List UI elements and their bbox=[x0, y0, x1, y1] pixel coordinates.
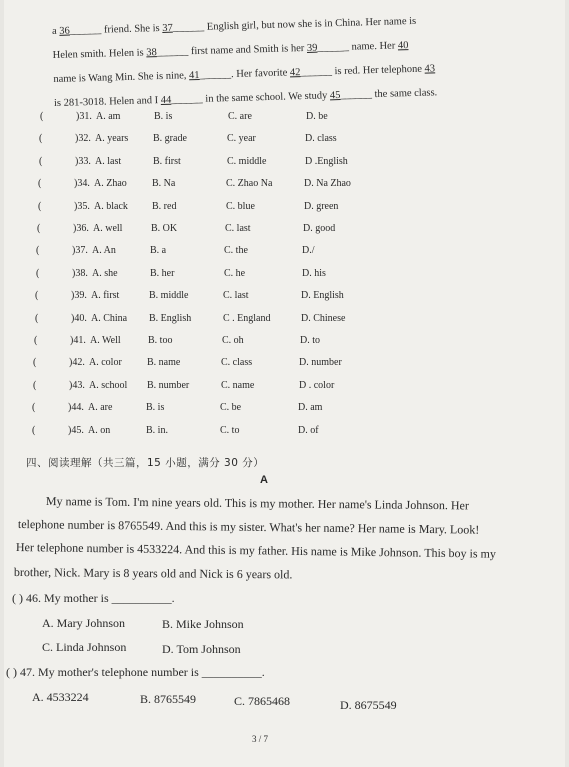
option-c: C. to bbox=[220, 424, 240, 436]
option-d: D. Chinese bbox=[301, 312, 346, 324]
passage-line-1: a 36______ friend. She is 37______ English girl, but now she is in China. Her name is bbox=[51, 15, 417, 38]
option-b: B. in. bbox=[146, 424, 168, 436]
option-b: B. number bbox=[147, 379, 190, 391]
reading-line-3: Her telephone number is 4533224. And this is my father. His name is Mike Johnson. This boy is my bbox=[15, 540, 497, 561]
question-46-option-c: C. Linda Johnson bbox=[42, 640, 127, 654]
question-47-option-b: B. 8765549 bbox=[140, 692, 197, 706]
option-c: C. middle bbox=[227, 155, 267, 167]
option-a: A. well bbox=[93, 223, 123, 234]
option-a: A. China bbox=[91, 312, 128, 324]
option-a: A. first bbox=[91, 290, 120, 302]
option-d: D. green bbox=[304, 200, 339, 212]
paren: ( bbox=[39, 133, 43, 145]
option-c: C. blue bbox=[226, 200, 255, 212]
passage-line-2: Helen smith. Helen is 38______ first name and Smith is her 39______ name. Her 40 bbox=[52, 40, 409, 62]
option-c: C. year bbox=[227, 133, 256, 145]
option-a: A. Zhao bbox=[94, 178, 127, 190]
option-a: A. school bbox=[89, 379, 128, 391]
question-number: )40. bbox=[71, 312, 87, 324]
option-c: C. be bbox=[220, 402, 242, 414]
question-47-option-a: A. 4533224 bbox=[32, 690, 89, 704]
question-number: )43. bbox=[69, 379, 85, 391]
option-c: C . England bbox=[223, 312, 271, 324]
question-number: )31. bbox=[76, 111, 92, 122]
option-b: B. her bbox=[150, 267, 175, 279]
question-47: ( ) 47. My mother's telephone number is __________. bbox=[6, 665, 265, 679]
paren: ( bbox=[38, 178, 42, 190]
option-a: A. she bbox=[92, 267, 118, 279]
paren: ( bbox=[34, 335, 38, 346]
option-b: B. is bbox=[154, 111, 173, 122]
paren: ( bbox=[36, 267, 40, 279]
option-b: B. a bbox=[150, 245, 167, 257]
paren: ( bbox=[32, 424, 36, 436]
exam-page bbox=[4, 0, 565, 767]
option-c: C. class bbox=[221, 357, 253, 369]
option-a: A. am bbox=[96, 111, 121, 122]
option-d: D. number bbox=[299, 357, 342, 369]
option-c: C. he bbox=[224, 267, 246, 279]
option-b: B. red bbox=[152, 200, 177, 212]
reading-line-1: My name is Tom. I'm nine years old. This is my mother. Her name's Linda Johnson. Her bbox=[45, 494, 469, 513]
option-a: A. color bbox=[89, 357, 122, 369]
option-c: C. last bbox=[223, 290, 249, 302]
question-number: )36. bbox=[73, 223, 89, 234]
question-number: )34. bbox=[74, 178, 90, 190]
option-a: A. are bbox=[88, 402, 113, 414]
paren: ( bbox=[40, 111, 44, 122]
paren: ( bbox=[33, 379, 37, 391]
question-number: )38. bbox=[72, 267, 88, 279]
option-b: B. Na bbox=[152, 178, 176, 190]
question-46-option-b: B. Mike Johnson bbox=[162, 617, 244, 631]
paren: ( bbox=[35, 290, 39, 302]
option-b: B. name bbox=[147, 357, 181, 369]
question-number: )42. bbox=[69, 357, 85, 369]
option-d: D .English bbox=[305, 155, 348, 167]
question-47-option-c: C. 7865468 bbox=[234, 694, 291, 708]
paren: ( bbox=[35, 312, 39, 324]
reading-line-2: telephone number is 8765549. And this is my sister. What's her name? Her name is Mary. Look! bbox=[17, 517, 480, 537]
option-d: D. good bbox=[303, 223, 336, 234]
option-d: D. class bbox=[305, 133, 337, 145]
question-46: ( ) 46. My mother is __________. bbox=[12, 591, 175, 605]
reading-line-4: brother, Nick. Mary is 8 years old and Nick is 6 years old. bbox=[13, 565, 293, 582]
paren: ( bbox=[36, 245, 40, 257]
question-number: )32. bbox=[75, 133, 91, 145]
section-label: A bbox=[260, 474, 268, 486]
option-b: B. OK bbox=[151, 223, 178, 234]
question-46-option-a: A. Mary Johnson bbox=[42, 616, 125, 630]
option-b: B. too bbox=[148, 335, 173, 346]
option-b: B. grade bbox=[153, 133, 187, 145]
question-number: )37. bbox=[72, 245, 88, 257]
option-a: A. years bbox=[95, 133, 129, 145]
paren: ( bbox=[38, 200, 42, 212]
paren: ( bbox=[33, 357, 37, 369]
question-number: )35. bbox=[74, 200, 90, 212]
option-d: D. of bbox=[298, 424, 319, 436]
question-number: )45. bbox=[68, 424, 84, 436]
paren: ( bbox=[39, 155, 43, 167]
option-d: D./ bbox=[302, 245, 315, 257]
page-number: 3 / 7 bbox=[252, 734, 269, 744]
option-a: A. last bbox=[95, 155, 122, 167]
option-b: B. is bbox=[146, 402, 165, 414]
option-d: D. Na Zhao bbox=[304, 178, 351, 190]
option-a: A. on bbox=[88, 424, 111, 436]
option-c: C. name bbox=[221, 379, 255, 391]
option-c: C. last bbox=[225, 223, 251, 234]
option-d: D. am bbox=[298, 402, 323, 414]
question-47-option-d: D. 8675549 bbox=[340, 698, 397, 712]
option-b: B. first bbox=[153, 155, 181, 167]
option-a: A. Well bbox=[90, 335, 121, 346]
cloze-passage bbox=[3, 0, 567, 111]
question-number: )44. bbox=[68, 402, 84, 414]
option-d: D. his bbox=[302, 267, 326, 279]
option-d: D. be bbox=[306, 111, 328, 122]
paren: ( bbox=[32, 402, 36, 414]
question-number: )41. bbox=[70, 335, 86, 346]
option-d: D . color bbox=[299, 379, 335, 391]
option-c: C. Zhao Na bbox=[226, 178, 273, 190]
passage-line-4: is 281-3018. Helen and I 44______ in the same school. We study 45______ the same class. bbox=[53, 87, 438, 110]
paren: ( bbox=[37, 223, 41, 234]
question-number: )39. bbox=[71, 290, 87, 302]
option-c: C. oh bbox=[222, 335, 244, 346]
option-b: B. middle bbox=[149, 290, 189, 302]
question-number: )33. bbox=[75, 155, 91, 167]
section-heading: 四、阅读理解（共三篇，15 小题，满分 30 分） bbox=[26, 457, 265, 469]
option-d: D. English bbox=[301, 290, 344, 302]
option-c: C. are bbox=[228, 111, 252, 122]
option-a: A. An bbox=[92, 245, 116, 257]
option-c: C. the bbox=[224, 245, 248, 257]
question-46-option-d: D. Tom Johnson bbox=[162, 642, 241, 656]
option-d: D. to bbox=[300, 335, 320, 346]
option-a: A. black bbox=[94, 200, 128, 212]
option-b: B. English bbox=[149, 312, 192, 324]
passage-line-3: name is Wang Min. She is nine, 41______. Her favorite 42______ is red. Her telephone 43 bbox=[53, 63, 436, 86]
